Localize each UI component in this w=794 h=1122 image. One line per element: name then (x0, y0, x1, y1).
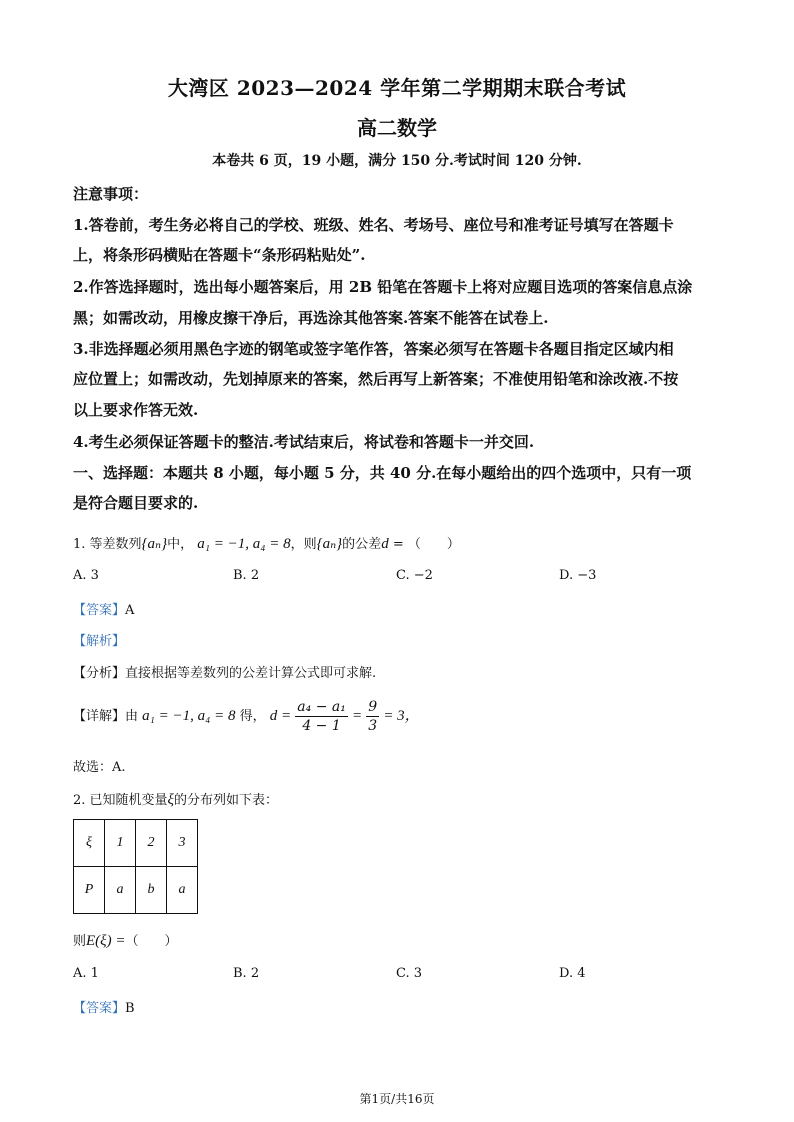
table-cell: a (167, 867, 198, 914)
notice-line: 3.非选择题必须用黑色字迹的钢笔或签字笔作答，答案必须写在答题卡各题目指定区域内相 (73, 340, 674, 358)
sequence-symbol: {aₙ} (141, 536, 168, 552)
answer-line (73, 599, 134, 618)
fraction: $\frac{\text{a₄ − a₁}}{4 - 1}$ (297, 699, 346, 734)
table-cell: ξ (74, 820, 105, 867)
fenxi-tag: 【分析】 (73, 666, 126, 681)
option-d: D. 4 (559, 966, 586, 981)
table-row (74, 820, 198, 867)
table-cell: 1 (105, 820, 136, 867)
notice-line: 1.答卷前，考生务必将自己的学校、班级、姓名、考场号、座位号和准考证号填写在答题卡 (73, 216, 674, 234)
table-row (74, 867, 198, 914)
table-cell: b (136, 867, 167, 914)
notice-line: 上，将条形码横贴在答题卡“条形码粘贴处”. (73, 246, 366, 264)
question-2-stem: 2. 已知随机变量ξ的分布列如下表： (73, 792, 278, 808)
page-number: 第1页/共16页 (359, 1092, 435, 1106)
option-d: D. −3 (559, 568, 597, 583)
answer-value: B (125, 1001, 135, 1016)
notice-line: 黑；如需改动，用橡皮擦干净后，再选涂其他答案.答案不能答在试卷上. (73, 309, 549, 327)
table-cell: a (105, 867, 136, 914)
answer-tag: 【答案】 (73, 603, 126, 618)
option-a: A. 1 (73, 966, 99, 981)
section-heading-cont: 是符合题目要求的. (73, 494, 199, 512)
conclusion: 故选：A. (73, 760, 126, 775)
notice-heading: 注意事项： (73, 185, 149, 203)
answer-line (73, 997, 135, 1016)
answer-tag: 【答案】 (73, 1001, 126, 1016)
answer-value: A (125, 603, 135, 618)
fraction: $\frac{9}{3}$ (368, 699, 378, 734)
sequence-symbol: {aₙ} (316, 536, 343, 552)
distribution-table (73, 819, 198, 914)
option-a: A. 3 (73, 568, 99, 583)
section-heading: 一、选择题：本题共 8 小题，每小题 5 分，共 40 分.在每小题给出的四个选项中，只有一项 (73, 464, 692, 482)
option-b: B. 2 (233, 568, 260, 583)
fenxi-line: 【分析】直接根据等差数列的公差计算公式即可求解. (73, 666, 377, 681)
exam-title: 大湾区 2023—2024 学年第二学期期末联合考试 (167, 76, 627, 100)
table-cell: 2 (136, 820, 167, 867)
condition: a₁ = −1, a₄ = 8 (197, 536, 291, 552)
notice-line: 以上要求作答无效. (73, 401, 199, 419)
option-c: C. 3 (396, 966, 423, 981)
notice-line: 应位置上；如需改动，先划掉原来的答案，然后再写上新答案；不准使用铅笔和涂改液.不按 (73, 370, 679, 388)
exam-subject: 高二数学 (357, 116, 437, 140)
notice-line: 4.考生必须保证答题卡的整洁.考试结束后，将试卷和答题卡一并交回. (73, 433, 535, 451)
notice-line: 2.作答选择题时，选出每小题答案后，用 2B 铅笔在答题卡上将对应题目选项的答案信息点涂 (73, 278, 693, 296)
detail-line: 【详解】由 a₁ = −1, a₄ = 8 得， d = $\frac{\text{a₄ − a₁}}{4 - 1}$ = $\frac{9}{3}$ = 3， (73, 699, 420, 734)
detail-tag: 【详解】 (73, 709, 126, 724)
question-1-stem: 1. 等差数列{aₙ}中， a₁ = −1, a₄ = 8，则{aₙ}的公差d = （ ） (73, 536, 460, 552)
question-2-ask: 则E(ξ) =（ ） (73, 933, 178, 949)
option-c: C. −2 (396, 568, 433, 583)
table-cell: P (74, 867, 105, 914)
option-b: B. 2 (233, 966, 260, 981)
exam-info: 本卷共 6 页，19 小题，满分 150 分.考试时间 120 分钟. (212, 153, 582, 169)
table-cell: 3 (167, 820, 198, 867)
analysis-tag: 【解析】 (73, 634, 126, 649)
